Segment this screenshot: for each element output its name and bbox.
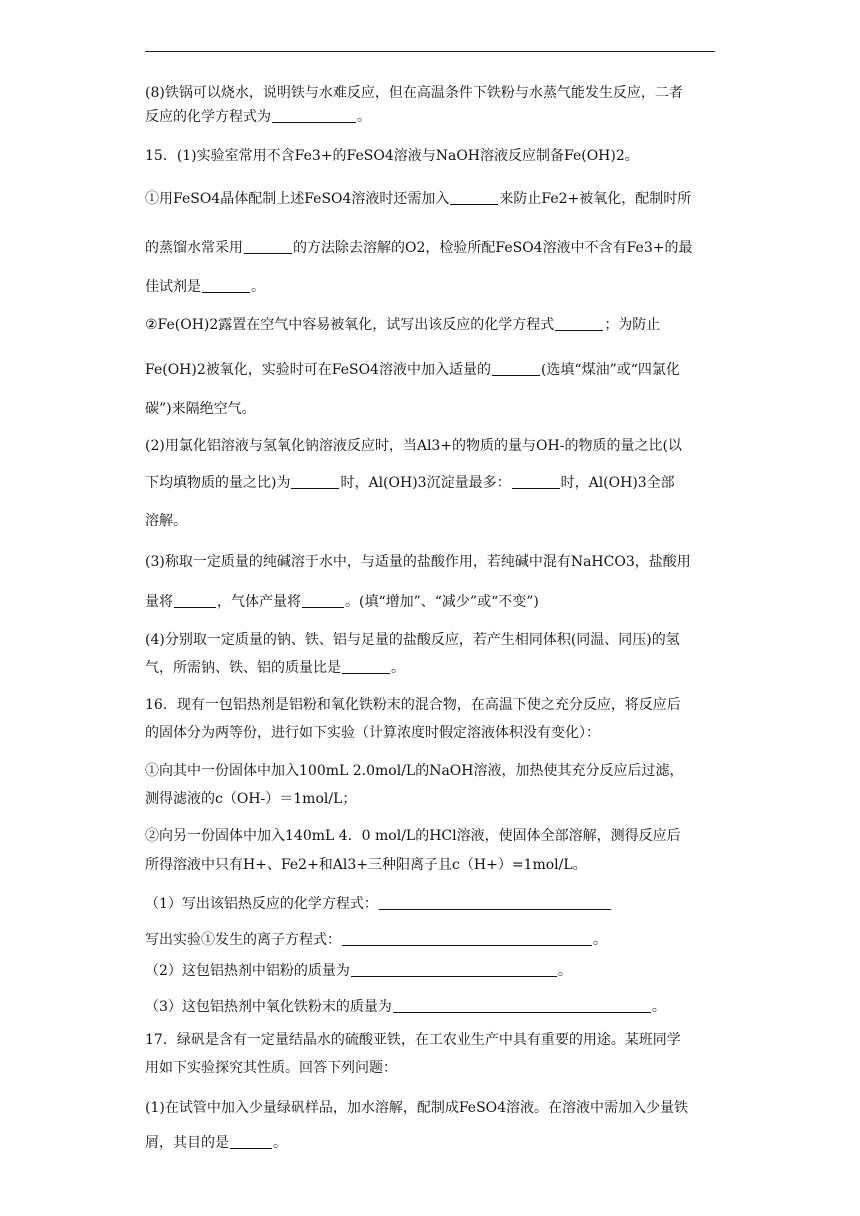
answer-blank[interactable] [450, 191, 498, 205]
q16-line-5: ②向另一份固体中加入140mL 4．0 mol/L的HCl溶液，使固体全部溶解，测得反应后 [145, 828, 681, 844]
answer-blank[interactable] [379, 896, 611, 910]
answer-blank[interactable] [342, 932, 592, 946]
answer-blank[interactable] [492, 362, 540, 376]
q16-line-2: 的固体分为两等份，进行如下实验（计算浓度时假定溶液体积没有变化）： [145, 725, 600, 741]
q15-3-line-1: (3)称取一定质量的纯碱溶于水中，与适量的盐酸作用，若纯碱中混有NaHCO3，盐酸用 [145, 554, 691, 570]
q15-al-line-2: 下均填物质的量之比)为 时，Al(OH)3沉淀量最多： 时，Al(OH)3全部 [145, 475, 675, 491]
q15-4-line-2: 气，所需钠、铁、铝的质量比是 。 [145, 660, 405, 676]
answer-blank[interactable] [302, 594, 344, 608]
q16-1-ion-line: 写出实验①发生的离子方程式： 。 [145, 932, 607, 948]
q15-3-line-2: 量将 ，气体产量将 。(填“增加”、“减少”或“不变”) [145, 594, 539, 610]
q15-2-line-3: 碳”)来隔绝空气。 [145, 401, 256, 417]
top-rule [145, 51, 715, 52]
q15-2-line-2: Fe(OH)2被氧化，实验时可在FeSO4溶液中加入适量的 (选填“煤油”或“四氯化 [145, 362, 680, 378]
q15-al-line-3: 溶解。 [145, 513, 187, 529]
q15-al-line-1: (2)用氯化铝溶液与氢氧化钠溶液反应时，当Al3+的物质的量与OH-的物质的量之比(以 [145, 438, 682, 454]
q17-line-1: 17．绿矾是含有一定量结晶水的硫酸亚铁，在工农业生产中具有重要的用途。某班同学 [145, 1032, 681, 1048]
q16-1-line: （1）写出该铝热反应的化学方程式： [145, 895, 725, 913]
q16-3-line: （3）这包铝热剂中氧化铁粉末的质量为 。 [145, 999, 666, 1015]
answer-blank[interactable] [393, 999, 651, 1013]
q16-line-3: ①向其中一份固体中加入100mL 2.0mol/L的NaOH溶液，加热使其充分反应后过滤， [145, 763, 684, 779]
q15-2-line-1: ②Fe(OH)2露置在空气中容易被氧化，试写出该反应的化学方程式 ；为防止 [145, 317, 661, 333]
q17-line-2: 用如下实验探究其性质。回答下列问题： [145, 1060, 397, 1076]
answer-blank[interactable] [202, 279, 250, 293]
q17-line-3: (1)在试管中加入少量绿矾样品，加水溶解，配制成FeSO4溶液。在溶液中需加入少量铁 [145, 1100, 689, 1116]
q15-intro: 15．(1)实验室常用不含Fe3+的FeSO4溶液与NaOH溶液反应制备Fe(OH)2。 [145, 148, 639, 164]
answer-blank[interactable] [291, 475, 339, 489]
q8-line-2: 反应的化学方程式为 。 [145, 109, 371, 125]
answer-blank[interactable] [174, 594, 216, 608]
answer-blank[interactable] [272, 109, 356, 123]
q16-line-4: 测得滤液的c（OH-）＝1mol/L； [145, 791, 357, 807]
q8-line-1: (8)铁锅可以烧水，说明铁与水难反应，但在高温条件下铁粉与水蒸气能发生反应，二者 [145, 85, 683, 101]
q15-4-line-1: (4)分别取一定质量的钠、铁、铝与足量的盐酸反应，若产生相同体积(同温、同压)的氢 [145, 632, 680, 648]
q15-1-line-3: 佳试剂是 。 [145, 279, 265, 295]
q15-1-line-2: 的蒸馏水常采用 的方法除去溶解的O2，检验所配FeSO4溶液中不含有Fe3+的最 [145, 240, 693, 256]
q16-line-6: 所得溶液中只有H+、Fe2+和Al3+三种阳离子且c（H+）=1mol/L。 [145, 857, 587, 873]
q17-line-4: 屑，其目的是 。 [145, 1135, 287, 1151]
answer-blank[interactable] [351, 963, 557, 977]
q15-1-line-1: ①用FeSO4晶体配制上述FeSO4溶液时还需加入 来防止Fe2+被氧化，配制时所 [145, 191, 692, 207]
answer-blank[interactable] [230, 1135, 272, 1149]
q16-line-1: 16．现有一包铝热剂是铝粉和氧化铁粉末的混合物，在高温下使之充分反应，将反应后 [145, 697, 681, 713]
q16-2-line: （2）这包铝热剂中铝粉的质量为 。 [145, 963, 572, 979]
answer-blank[interactable] [555, 317, 603, 331]
answer-blank[interactable] [512, 475, 560, 489]
answer-blank[interactable] [342, 660, 390, 674]
answer-blank[interactable] [244, 240, 292, 254]
